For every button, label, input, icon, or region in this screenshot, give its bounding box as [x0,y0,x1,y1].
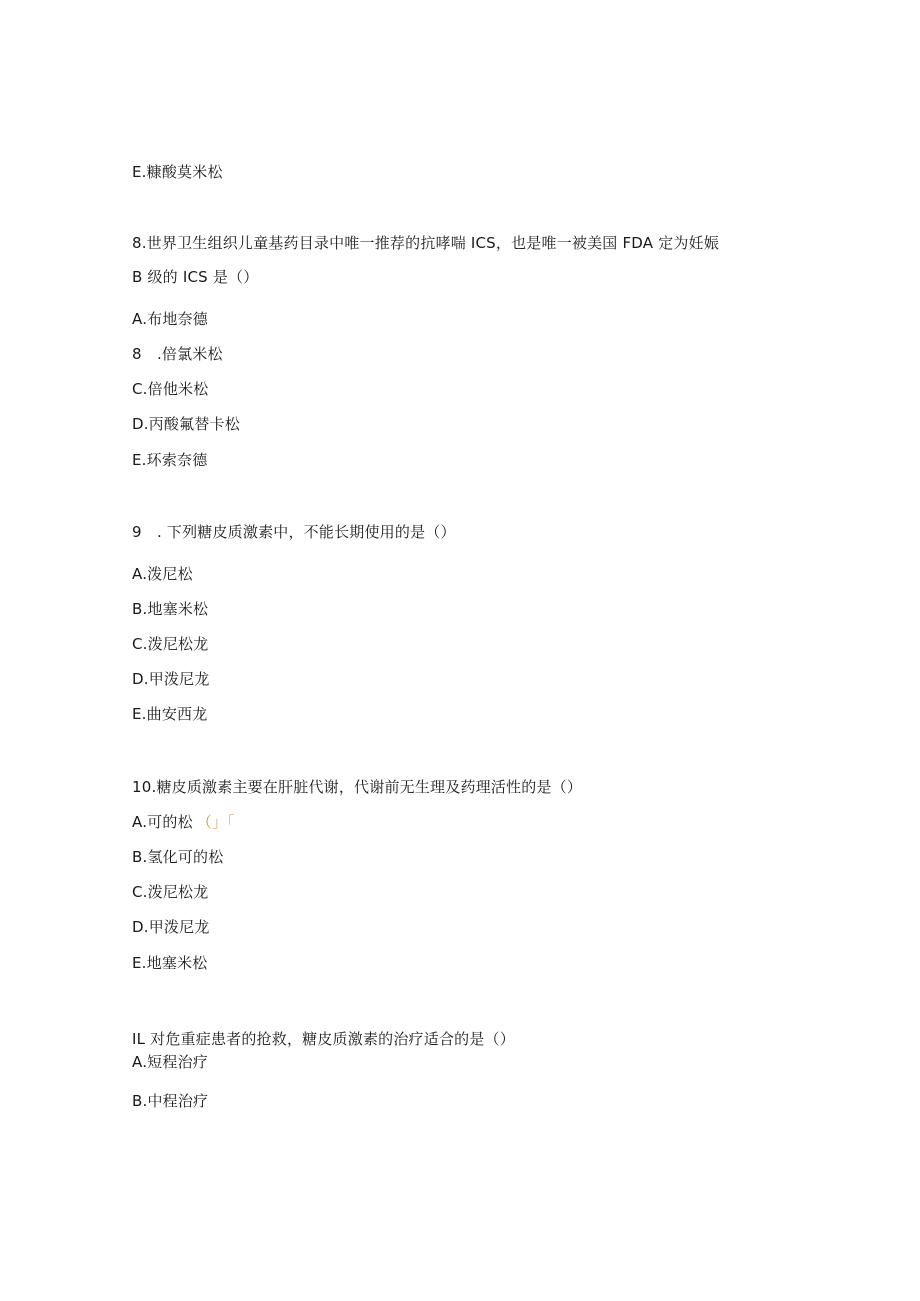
q8-stem-line2: B 级的 ICS 是（） [132,268,259,286]
q8-option-a: A.布地奈德 [132,310,208,328]
q10-stem: 10.糖皮质激素主要在肝脏代谢，代谢前无生理及药理活性的是（） [132,778,583,796]
q10-option-b: B.氢化可的松 [132,848,224,866]
q9-stem: 9 . 下列糖皮质激素中，不能长期使用的是（） [132,523,456,541]
q8-option-e: E.环索奈德 [132,451,208,469]
q8-option-c: C.倍他米松 [132,380,209,398]
q10-option-c: C.泼尼松龙 [132,883,209,901]
q10-option-a-row [132,812,235,832]
q11-stem: IL 对危重症患者的抢救，糖皮质激素的治疗适合的是（） [132,1030,515,1048]
q7-option-e: E.糠酸莫米松 [132,163,223,181]
q9-option-c: C.泼尼松龙 [132,635,209,653]
q11-option-a: A.短程治疗 [132,1053,208,1071]
q9-option-d: D.甲泼尼龙 [132,670,210,688]
q10-option-e: E.地塞米松 [132,954,208,972]
q10-option-a: A.可的松 [132,813,193,831]
q9-option-e: E.曲安西龙 [132,705,208,723]
q9-option-a: A.泼尼松 [132,565,193,583]
q8-option-d: D.丙酸氟替卡松 [132,415,240,433]
q10-stray-mark: （」「 [196,813,235,831]
q10-option-d: D.甲泼尼龙 [132,918,210,936]
q11-option-b: B.中程治疗 [132,1092,209,1110]
q9-option-b: B.地塞米松 [132,600,209,618]
q8-stem-line1: 8.世界卫生组织儿童基药目录中唯一推荐的抗哮喘 ICS，也是唯一被美国 FDA 定为妊娠 [132,234,720,252]
q8-option-b: 8 .倍氯米松 [132,345,223,363]
